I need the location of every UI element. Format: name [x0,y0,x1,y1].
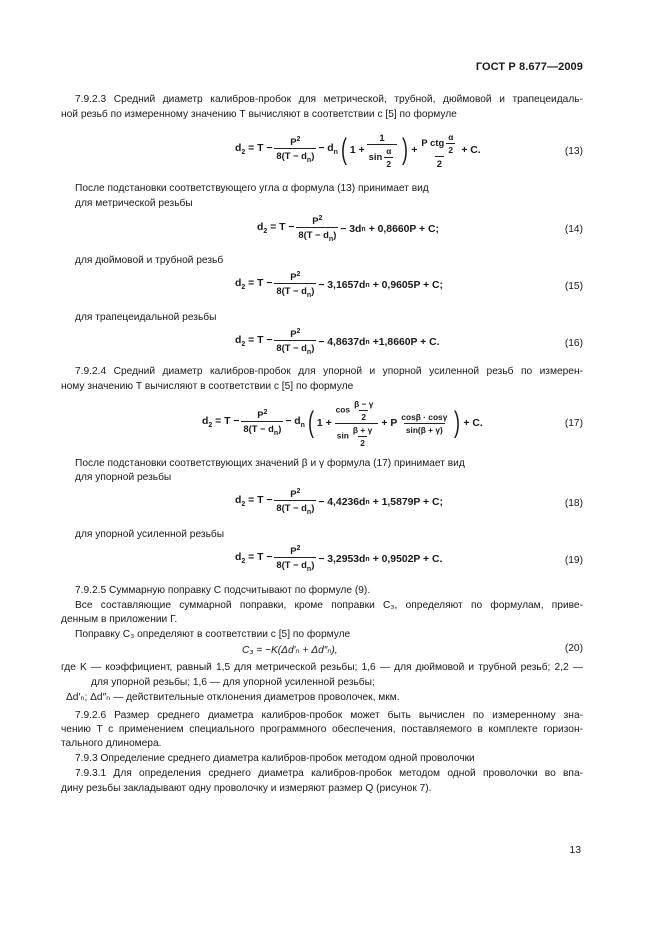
label-inch-pipe-thread: для дюймовой и трубной резьб [75,255,224,266]
where-delta-d: Δd′ₙ; Δd″ₙ — действительные отклонения диаметров проволочек, мкм. [66,692,400,703]
paragraph-7931-line1: 7.9.3.1 Для определения среднего диаметра калибров-пробок методом одной проволочки во впа- [75,768,583,779]
equation-13: $d_2 = T$ − $\frac{P^2}{8(T - d_n)}$ − $d_n$ ( 1 + 1 sin $\frac{\alpha}{2}$ ) + P ctg $\frac{\alpha}{2}$ 2 + C. [235,131,481,169]
equation-number-19: (19) [564,555,583,566]
page-number: 13 [569,845,581,856]
equation-20: C₃ = −K(Δd′ₙ + Δd″ₙ), [242,645,338,656]
equation-number-16: (16) [564,338,583,349]
equation-15: $d_2 = T$ − $\frac{P^2}{8(T - d_n)}$ − 3,1657d n + 0,9605P + C; [235,271,443,299]
label-buttress-thread: для упорной резьбы [75,472,172,483]
paragraph-7926-line2: чению T с применением специального программного обеспечения, поставляемого в комплекте горизон- [61,724,583,735]
equation-16: $d_2 = T$ − $\frac{P^2}{8(T - d_n)}$ − 4,8637d n +1,8660P + C. [235,328,440,356]
equation-number-15: (15) [564,281,583,292]
paragraph-components-line1: Все составляющие суммарной поправки, кроме поправки C₃, определяют по формулам, приве- [75,600,583,611]
equation-number-20: (20) [564,643,583,654]
paragraph-c3-intro: Поправку C₃ определяют в соответствии с [5] по формуле [75,629,351,640]
where-k-line1: где K — коэффициент, равный 1,5 для метрической резьбы; 1,6 — для дюймовой и трубной резьб; 2,2 — [61,662,583,673]
equation-19: $d_2 = T$ − $\frac{P^2}{8(T - d_n)}$ − 3,2953d n + 0,9502P + C. [235,545,443,573]
standard-header: ГОСТ Р 8.677—2009 [475,61,583,73]
equation-number-17: (17) [564,418,583,429]
label-metric-thread: для метрической резьбы [75,198,193,209]
paragraph-7923-line1: 7.9.2.3 Средний диаметр калибров-пробок для метрической, трубной, дюймовой и трапецеидаль- [75,94,583,105]
paragraph-7925: 7.9.2.5 Суммарную поправку C подсчитывают по формуле (9). [75,585,371,596]
paragraph-7924-line1: 7.9.2.4 Средний диаметр калибров-пробок для упорной и упорной усиленной резьб по измерен- [75,366,583,377]
equation-14: $d_2 = T$ − $\frac{P^2}{8(T - d_n)}$ − 3d n + 0,8660P + C; [257,215,439,243]
section-793-heading: 7.9.3 Определение среднего диаметра калибров-пробок методом одной проволочки [75,753,475,764]
equation-17: $d_2 = T$ − $\frac{P^2}{8(T - d_n)}$ − $d_n$ ( 1 + cos $\frac{\beta - \gamma}{2}$ sin $\frac{\beta + \gamma}{2}$ + P $\frac{\cos\beta \cdot \cos\gamma}{\sin(\beta + \gamma)}$ ) + C. [202,398,483,448]
label-reinforced-buttress-thread: для упорной усиленной резьбы [75,529,225,540]
label-trapezoidal-thread: для трапецеидальной резьбы [75,312,217,323]
paragraph-7923-line2: ной резьб по измеренному значению Т вычисляют в соответствии с [5] по формуле [61,109,457,120]
paragraph-7924-line2: ному значению Т вычисляют в соответствии с [5] по формуле [61,381,354,392]
where-k-line2: для упорной резьбы; 1,6 — для упорной усиленной резьбы; [91,677,375,688]
paragraph-7926-line1: 7.9.2.6 Размер среднего диаметра калибров-пробок может быть вычислен по измеренному зна- [75,710,583,721]
paragraph-after-17-line1: После подстановки соответствующих значений β и γ формула (17) принимает вид [75,458,465,469]
equation-number-14: (14) [564,224,583,235]
equation-18: $d_2 = T$ − $\frac{P^2}{8(T - d_n)}$ − 4,4236d n + 1,5879P + C; [235,488,443,516]
paragraph-after-13-line1: После подстановки соответствующего угла α формула (13) принимает вид [75,183,429,194]
paragraph-7926-line3: тального длиномера. [61,738,162,749]
equation-number-18: (18) [564,498,583,509]
paragraph-components-line2: денным в приложении Г. [61,614,178,625]
paragraph-7931-line2: дину резьбы закладывают одну проволочку и измеряют размер Q (рисунок 7). [61,783,432,794]
equation-number-13: (13) [564,146,583,157]
